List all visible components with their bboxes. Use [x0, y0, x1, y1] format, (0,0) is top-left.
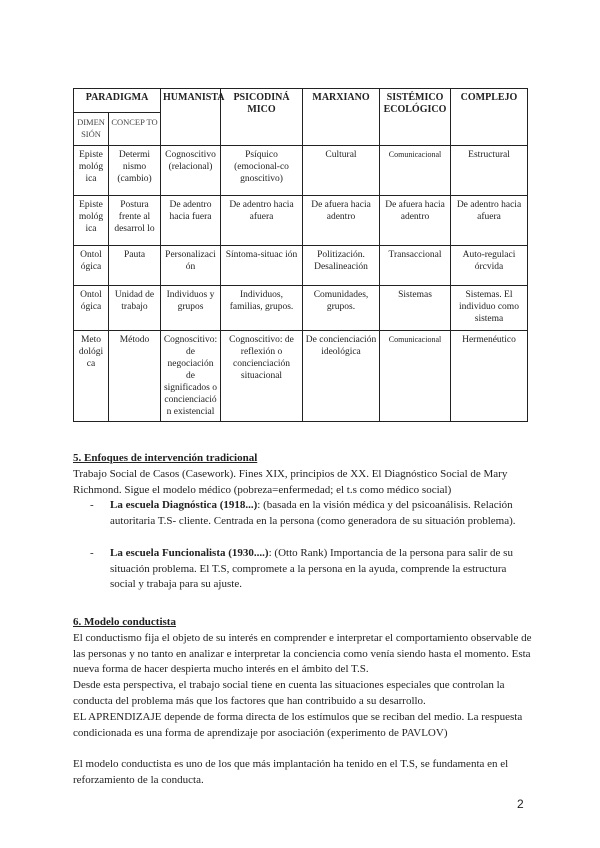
- table-cell: Psíquico (emocional-co gnoscitivo): [221, 146, 303, 196]
- bullet-text: : (basada en la visión médica y del psicoanálisis. Relación autoritaria T.S- cliente. Centrada en la persona (como generadora de su situación problema).: [110, 499, 516, 528]
- table-cell: Auto-regulaci órcvida: [451, 246, 528, 286]
- bullet-bold: La escuela Funcionalista (1930....): [110, 546, 269, 559]
- table-row: [74, 331, 528, 422]
- table-cell: Sistemas: [380, 286, 451, 331]
- cell-concepto: Método: [109, 331, 161, 422]
- cell-concepto: Determi nismo (cambio): [109, 146, 161, 196]
- header-humanista: HUMANISTA: [161, 89, 221, 146]
- table-row: [74, 146, 528, 196]
- table-cell: Cognoscitivo: de negociación de significados o concienciació n existencial: [161, 331, 221, 422]
- table-cell: De adentro hacia afuera: [451, 196, 528, 246]
- table-cell: Comunidades, grupos.: [303, 286, 380, 331]
- table-cell: Individuos y grupos: [161, 286, 221, 331]
- header-dimension: DIMEN SIÓN: [74, 113, 109, 146]
- table-cell: Síntoma-situac ión: [221, 246, 303, 286]
- cell-dimension: Episte mológ ica: [74, 146, 109, 196]
- table-row: [74, 246, 528, 286]
- table-row: [74, 286, 528, 331]
- section-5: [73, 451, 533, 593]
- cell-dimension: Ontol ógica: [74, 286, 109, 331]
- header-complejo: COMPLEJO: [451, 89, 528, 146]
- header-concepto: CONCEP TO: [109, 113, 161, 146]
- header-marxiano: MARXIANO: [303, 89, 380, 146]
- cell-dimension: Episte mológ ica: [74, 196, 109, 246]
- cell-dimension: Ontol ógica: [74, 246, 109, 286]
- table-cell: Personalizaci ón: [161, 246, 221, 286]
- table-cell: De afuera hacia adentro: [303, 196, 380, 246]
- table-cell: Comunicacional: [380, 146, 451, 196]
- table-cell: Individuos, familias, grupos.: [221, 286, 303, 331]
- page-number: 2: [517, 797, 524, 811]
- cell-concepto: Pauta: [109, 246, 161, 286]
- section-6: [73, 615, 533, 789]
- table-cell: Politización. Desalineación: [303, 246, 380, 286]
- table-cell: Estructural: [451, 146, 528, 196]
- header-sistemico: SISTÉMICO ECOLÓGICO: [380, 89, 451, 146]
- paragraph: EL APRENDIZAJE depende de forma directa de los estímulos que se reciban del medio. La respuesta condicionada es una forma de aprendizaje por asociación (experimento de PAVLOV): [73, 710, 523, 739]
- paragraph: Desde esta perspectiva, el trabajo social tiene en cuenta las situaciones especiales que controlan la conducta del problema más que los factores que han contribuido a su desarrollo.: [73, 679, 505, 707]
- section-5-intro: Trabajo Social de Casos (Casework). Fines XIX, principios de XX. El Diagnóstico Social de Mary Richmond. Sigue el modelo médico (pobreza=enfermedad; el t.s como médico social): [73, 467, 508, 496]
- bullet-funcionalista: - La escuela Funcionalista (1930....): (Otto Rank) Importancia de la persona para salir de su situación problema. El T.S, compromete a la persona en la ayuda, comprende la estructura social y trabaja para su ajuste.: [90, 546, 513, 591]
- section-5-heading: 5. Enfoques de intervención tradicional: [73, 452, 258, 464]
- table-cell: Cognoscitivo (relacional): [161, 146, 221, 196]
- paradigms-table: [73, 88, 528, 422]
- table-cell: Hermenéutico: [451, 331, 528, 422]
- table-cell: Transaccional: [380, 246, 451, 286]
- header-psicodinamico: PSICODINÁ MICO: [221, 89, 303, 146]
- table-cell: De adentro hacia fuera: [161, 196, 221, 246]
- section-6-heading: 6. Modelo conductista: [73, 616, 176, 628]
- table-cell: Cultural: [303, 146, 380, 196]
- cell-dimension: Meto dológi ca: [74, 331, 109, 422]
- table-row: [74, 196, 528, 246]
- bullet-bold: La escuela Diagnóstica (1918...): [110, 499, 258, 512]
- table-cell: De adentro hacia afuera: [221, 196, 303, 246]
- cell-concepto: Postura frente al desarrol lo: [109, 196, 161, 246]
- bullet-text: : (Otto Rank) Importancia de la persona para salir de su situación problema. El T.S, compromete a la persona en la ayuda, comprende la estructura social y trabaja para su ajuste.: [110, 546, 513, 591]
- table-cell: Cognoscitivo: de reflexión o concienciación situacional: [221, 331, 303, 422]
- table-cell: De afuera hacia adentro: [380, 196, 451, 246]
- header-paradigma: PARADIGMA: [74, 89, 161, 113]
- table-cell: Comunicacional: [380, 331, 451, 422]
- paragraph: El modelo conductista es uno de los que más implantación ha tenido en el T.S, se fundamenta en el reforzamiento de la conducta.: [73, 758, 509, 786]
- table-cell: De concienciación ideológica: [303, 331, 380, 422]
- table-cell: Sistemas. El individuo como sistema: [451, 286, 528, 331]
- paragraph: El conductismo fija el objeto de su interés en comprender e interpretar el comportamiento observable de las personas y no tanto en analizar e interpretar la conciencia como venía siendo hasta el momento. Esta nueva forma de hacer despierta mucho interés en el ámbito del T.S.: [73, 631, 532, 676]
- bullet-diagnostica: - La escuela Diagnóstica (1918...): (basada en la visión médica y del psicoanálisis. Relación autoritaria T.S- cliente. Centrada en la persona (como generadora de su situación problema).: [90, 499, 516, 528]
- cell-concepto: Unidad de trabajo: [109, 286, 161, 331]
